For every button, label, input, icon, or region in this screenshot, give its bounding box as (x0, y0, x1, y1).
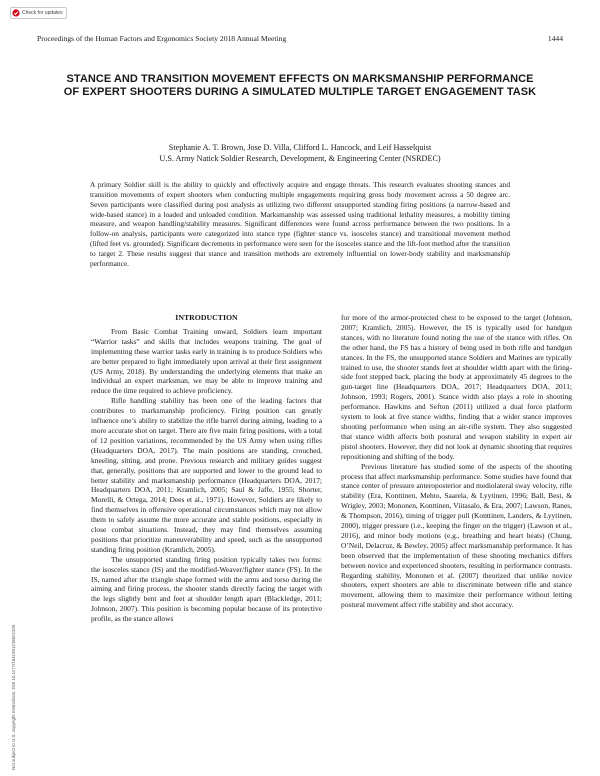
paragraph: Rifle handling stability has been one of the leading factors that contributes to marksmanship proficiency. Firing position can greatly influence one’s ability to stabilize the rifle barrel during aiming, leading to a more accurate shot on target. There are five main firing positions, with a total of 12 position variations, recommended by the US Army when using rifles (Headquarters DOA, 2017). The main positions are standing, crouched, kneeling, sitting, and prone. Previous research and military guides suggest that, generally, positions that are supported and lower to the ground lead to better stability and marksmanship performance (Headquarters DOA, 2017; Headquarters DOA, 2011; Kramlich, 2005; Saul & Jaffe, 1955; Shorter, Morelli, & Ortega, 2014; Dees et al., 1971). However, Soldiers are likely to find themselves in offensive operational circumstances which may not allow them to safely assume the more accurate and stable positions, especially in close combat situations. Instead, they may find themselves assuming positions that prioritize maneuverability and speed, such as the unsupported standing firing position (Kramlich, 2005). (91, 396, 322, 554)
check-for-updates-badge[interactable] (10, 7, 67, 19)
right-column (341, 313, 572, 610)
check-updates-icon (12, 9, 20, 17)
paper-title: STANCE AND TRANSITION MOVEMENT EFFECTS ON MARKSMANSHIP PERFORMANCE OF EXPERT SHOOTERS DURING A SIMULATED MULTIPLE TARGET ENGAGEMENT TASK (63, 73, 537, 98)
journal-name: Proceedings of the Human Factors and Ergonomics Society 2018 Annual Meeting (37, 34, 287, 43)
abstract: A primary Soldier skill is the ability to quickly and effectively acquire and engage threats. This research evaluates shooting stances and transition movements of expert shooters when conducting multiple engagements requiring gross body movement across a 50 degree arc. Seven participants were classified during post analysis as utilizing two different unsupported standing firing positions (a narrow-based and wide-based stance) in a loaded and unloaded condition. Marksmanship was assessed using traditional lethality measures, a mobility timing measure, and weapon handling/stability measures. Significant differences were found across performance between the two positions. In a follow-on analysis, participants were categorized into stance type (fighter stance vs. isosceles stance) and transitional movement method (lifted feet vs. grounded). Significant decrements in performance were seen for the isosceles stance and the lift-foot method after the transition to target 2. These results suggest that stance and transition methods are extremely influential on lower-body stability and marksmanship performance. (90, 180, 510, 268)
running-header (37, 34, 563, 43)
author-names: Stephanie A. T. Brown, Jose D. Villa, Clifford L. Hancock, and Leif Hasselquist (168, 143, 432, 152)
paragraph: for more of the armor-protected chest to be exposed to the target (Johnson, 2007; Kramlich, 2005). However, the IS is typically used for handgun stances, with no literature found noting the use of the stance with rifles. On the other hand, the FS has a history of being used in both rifle and handgun stances. In the FS, the unsupported stance Soldiers and Marines are typically trained to use, the shooter stands feet at shoulder width apart with the firing-side foot stepped back, placing the body at approximately 45 degrees to the gun-target line (Headquarters DOA, 2017; Headquarters DOA, 2011; Johnson, 1993; Rogers, 2001). Stance width also plays a role in shooting performance. Hawkins and Sefton (2011) utilized a dual force platform system to look at five stance widths, finding that a wider stance improves shooting performance when using an air-rifle system. They also suggested that stance width affects both postural and weapon stability in expert air pistol shooters. However, they did not look at dynamic shooting that requires repositioning and shifting of the body. (341, 313, 572, 461)
author-block (40, 143, 560, 164)
section-heading-introduction: INTRODUCTION (175, 313, 238, 322)
paragraph: The unsupported standing firing position typically takes two forms: the isosceles stance (IS) and the modified-Weaver/fighter stance (FS). In the IS, named after the triangle shape formed with the arms and torso during the aiming and firing process, the shooter stands directly facing the target with the legs slightly bent and feet at shoulder length apart (Blackledge, 2011; Johnson, 2007). This position is becoming popular because of its protective profile, as the stance allows (91, 554, 322, 624)
page-number: 1444 (547, 34, 563, 43)
paragraph: Previous literature has studied some of the aspects of the shooting process that affect marksmanship performance. Some studies have found that stance center of pressure anteroposterior and mediolateral sway velocity, rifle stability (Era, Konttinen, Mehto, Saarela, & Lyytinen, 1996; Ball, Best, & Wrigley, 2003; Mononen, Konttinen, Viitasalo, & Era, 2007; Lawson, Ranes, & Thompson, 2016), timing of trigger pull (Konttinen, Landers, & Lyytinen, 2000), trigger pressure (i.e., keeping the finger on the trigger) (Lawson et al., 2016), and minor body motions (e.g., breathing and heart beats) (Chung, O’Neil, Delacruz, & Bewley, 2005) affect marksmanship performance. It has been observed that the implementation of these shooting mechanics differs between novice and experienced shooters, resulting in performance contrasts. Regarding stability, Mononen et al. (2007) theorized that unlike novice shooters, expert shooters are able to discriminate between rifle and stance movement, allowing them to maximize their performance without letting postural movement affect rifle stability and shot accuracy. (341, 461, 572, 610)
paragraph: From Basic Combat Training onward, Soldiers learn important “Warrior tasks” and skills that includes weapons training. The goal of implementing these warrior tasks early in training is to produce Soldiers who are better prepared to fight immediately upon arrival at their first assignment (US Army, 2018). By understanding the underlying elements that make an individual an expert marksman, we may be able to improve training and reduce the time required to achieve proficiency. (91, 326, 322, 396)
copyright-sidebar (7, 470, 19, 770)
left-column (91, 313, 322, 624)
copyright-note: Not subject to U.S. copyright restrictions. DOI 10.1177/1541931218621326 (11, 624, 16, 770)
badge-label: Check for updates (22, 10, 63, 16)
author-affiliation: U.S. Army Natick Soldier Research, Development, & Engineering Center (NSRDEC) (159, 153, 441, 163)
